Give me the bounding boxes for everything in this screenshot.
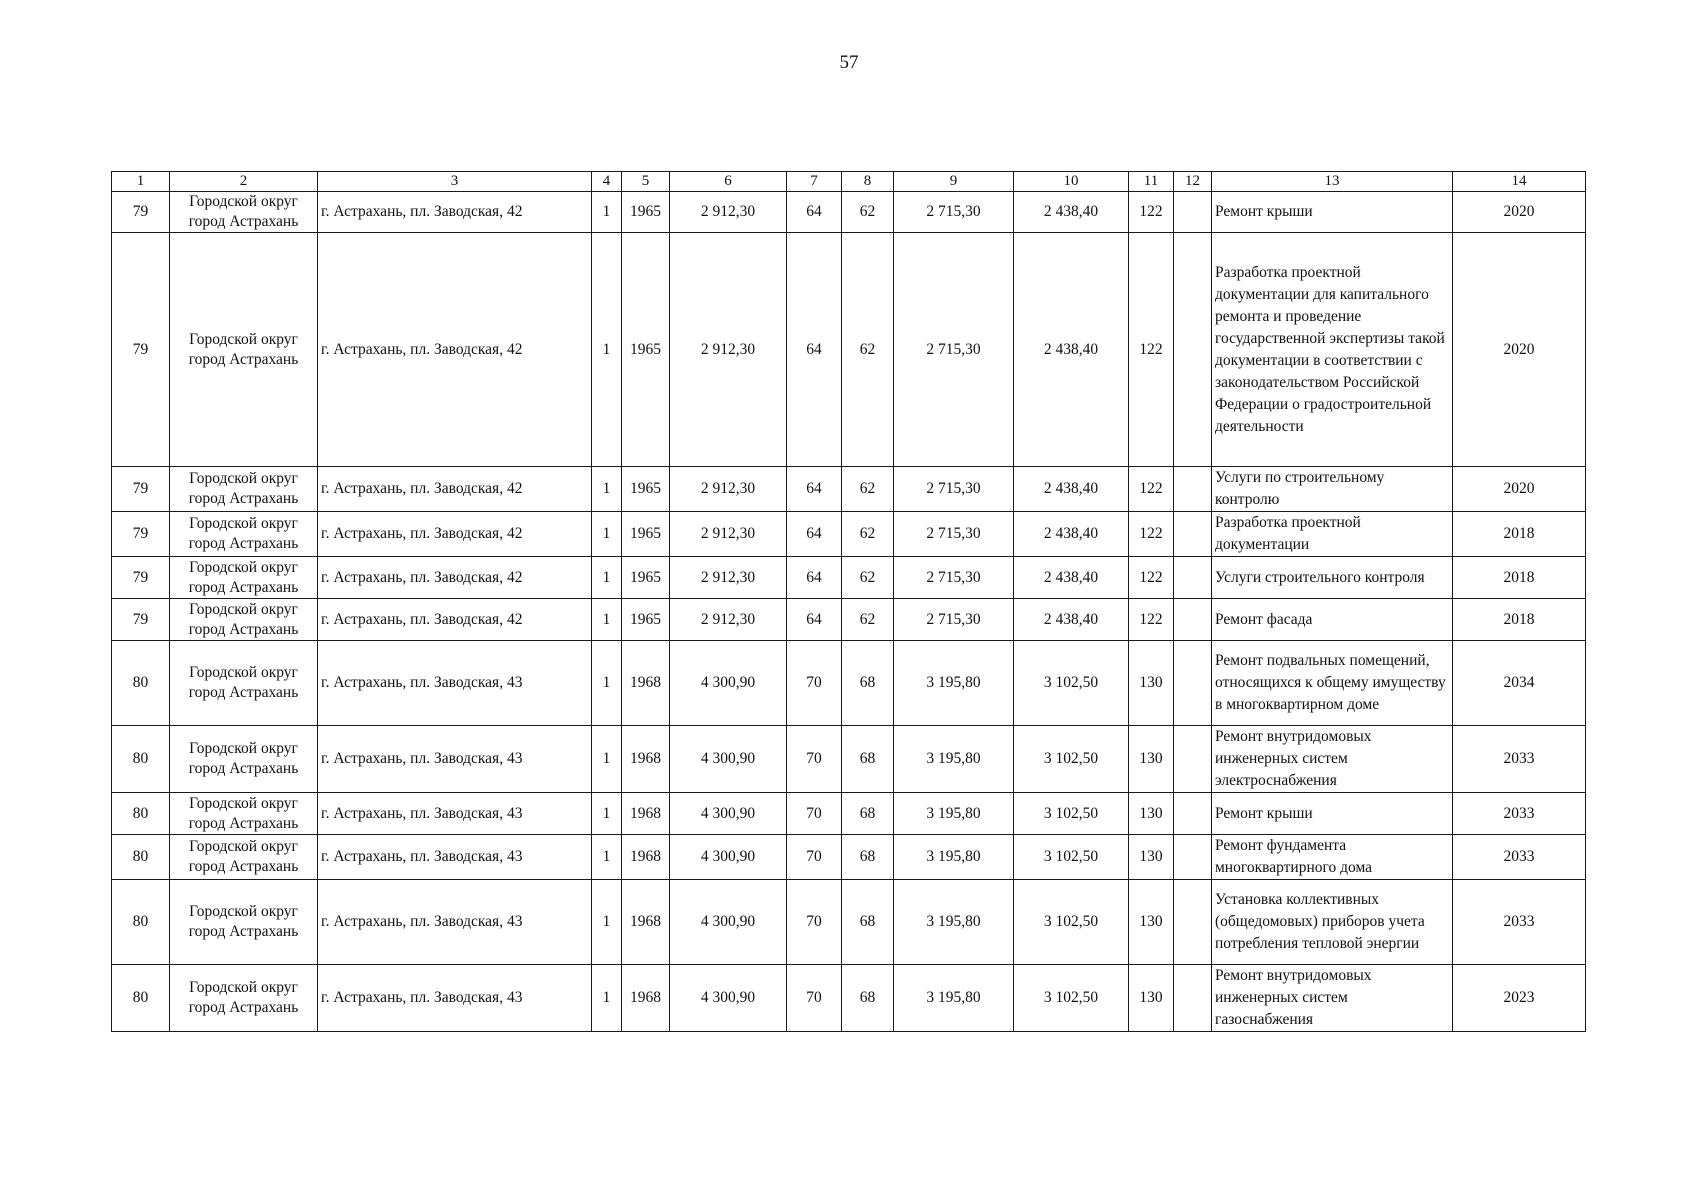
table-cell: 62 (842, 233, 894, 467)
table-row (112, 793, 1586, 835)
municipality-cell: Городской округ город Астрахань (170, 557, 318, 599)
table-cell: 122 (1129, 233, 1174, 467)
table-cell: 122 (1129, 557, 1174, 599)
table-cell: 1 (592, 467, 622, 512)
work-type-cell: Услуги строительного контроля (1212, 557, 1453, 599)
municipality-cell: Городской округ город Астрахань (170, 467, 318, 512)
table-cell: 130 (1129, 793, 1174, 835)
table-cell (1174, 233, 1212, 467)
planned-year-cell: 2018 (1453, 557, 1586, 599)
table-cell: 2 912,30 (670, 599, 787, 641)
row-number-cell: 79 (112, 599, 170, 641)
table-cell: 130 (1129, 880, 1174, 965)
table-cell (1174, 641, 1212, 726)
column-header: 9 (894, 172, 1014, 192)
work-type-cell: Ремонт крыши (1212, 192, 1453, 233)
table-cell (1174, 793, 1212, 835)
table-cell: 2 715,30 (894, 467, 1014, 512)
work-type-cell: Ремонт крыши (1212, 793, 1453, 835)
row-number-cell: 80 (112, 641, 170, 726)
work-type-cell: Ремонт фундамента многоквартирного дома (1212, 835, 1453, 880)
table-cell: 2 715,30 (894, 557, 1014, 599)
table-cell: 2 912,30 (670, 233, 787, 467)
table-cell: 1 (592, 880, 622, 965)
planned-year-cell: 2033 (1453, 835, 1586, 880)
table-cell: 130 (1129, 641, 1174, 726)
table-row (112, 467, 1586, 512)
table-cell: 70 (787, 880, 842, 965)
row-number-cell: 79 (112, 557, 170, 599)
table-row (112, 880, 1586, 965)
year-built-cell: 1965 (622, 599, 670, 641)
municipality-cell: Городской округ город Астрахань (170, 726, 318, 793)
table-cell: 1 (592, 965, 622, 1032)
table-cell: 62 (842, 599, 894, 641)
year-built-cell: 1968 (622, 793, 670, 835)
table-cell: 1 (592, 793, 622, 835)
table-body (112, 192, 1586, 1032)
table-cell: 62 (842, 557, 894, 599)
table-cell: 2 912,30 (670, 557, 787, 599)
table-cell: 2 438,40 (1014, 192, 1129, 233)
column-header: 1 (112, 172, 170, 192)
table-cell (1174, 557, 1212, 599)
address-cell: г. Астрахань, пл. Заводская, 42 (318, 557, 592, 599)
table-cell: 4 300,90 (670, 793, 787, 835)
planned-year-cell: 2034 (1453, 641, 1586, 726)
table-cell: 62 (842, 192, 894, 233)
municipality-cell: Городской округ город Астрахань (170, 835, 318, 880)
address-cell: г. Астрахань, пл. Заводская, 42 (318, 233, 592, 467)
table-cell: 3 195,80 (894, 793, 1014, 835)
table-cell (1174, 835, 1212, 880)
table-row (112, 512, 1586, 557)
column-header: 3 (318, 172, 592, 192)
year-built-cell: 1965 (622, 512, 670, 557)
table-cell: 4 300,90 (670, 641, 787, 726)
table-cell: 3 195,80 (894, 726, 1014, 793)
table-cell: 68 (842, 965, 894, 1032)
row-number-cell: 79 (112, 467, 170, 512)
municipality-cell: Городской округ город Астрахань (170, 793, 318, 835)
address-cell: г. Астрахань, пл. Заводская, 42 (318, 192, 592, 233)
address-cell: г. Астрахань, пл. Заводская, 43 (318, 726, 592, 793)
table-cell: 64 (787, 599, 842, 641)
table-cell: 70 (787, 965, 842, 1032)
table-cell: 3 102,50 (1014, 835, 1129, 880)
table-row (112, 835, 1586, 880)
table-cell: 122 (1129, 512, 1174, 557)
work-type-cell: Ремонт фасада (1212, 599, 1453, 641)
table-cell: 70 (787, 641, 842, 726)
planned-year-cell: 2023 (1453, 965, 1586, 1032)
table-row (112, 233, 1586, 467)
table-cell: 3 195,80 (894, 835, 1014, 880)
column-header: 5 (622, 172, 670, 192)
column-number-row (112, 172, 1586, 192)
address-cell: г. Астрахань, пл. Заводская, 42 (318, 512, 592, 557)
table-cell: 3 102,50 (1014, 641, 1129, 726)
table-cell: 4 300,90 (670, 835, 787, 880)
planned-year-cell: 2020 (1453, 233, 1586, 467)
table-cell: 3 102,50 (1014, 880, 1129, 965)
table-cell: 68 (842, 793, 894, 835)
table-cell (1174, 726, 1212, 793)
table-cell: 2 912,30 (670, 192, 787, 233)
table-cell: 3 102,50 (1014, 726, 1129, 793)
table-row (112, 599, 1586, 641)
table-cell: 3 102,50 (1014, 965, 1129, 1032)
column-header: 8 (842, 172, 894, 192)
table-cell: 3 195,80 (894, 641, 1014, 726)
column-header: 11 (1129, 172, 1174, 192)
row-number-cell: 80 (112, 880, 170, 965)
capital-repair-table (111, 171, 1586, 1032)
work-type-cell: Ремонт подвальных помещений, относящихся к общему имуществу в многоквартирном доме (1212, 641, 1453, 726)
table-cell: 64 (787, 512, 842, 557)
municipality-cell: Городской округ город Астрахань (170, 641, 318, 726)
row-number-cell: 79 (112, 233, 170, 467)
year-built-cell: 1965 (622, 467, 670, 512)
year-built-cell: 1968 (622, 835, 670, 880)
table-cell: 3 102,50 (1014, 793, 1129, 835)
row-number-cell: 80 (112, 726, 170, 793)
table-cell: 122 (1129, 467, 1174, 512)
table-cell: 62 (842, 467, 894, 512)
table-cell: 2 438,40 (1014, 233, 1129, 467)
table-cell: 1 (592, 835, 622, 880)
table-cell: 130 (1129, 835, 1174, 880)
row-number-cell: 80 (112, 835, 170, 880)
table-cell: 62 (842, 512, 894, 557)
table-cell (1174, 965, 1212, 1032)
year-built-cell: 1965 (622, 233, 670, 467)
row-number-cell: 79 (112, 192, 170, 233)
column-header: 10 (1014, 172, 1129, 192)
column-header: 6 (670, 172, 787, 192)
table-cell: 1 (592, 599, 622, 641)
table-cell (1174, 512, 1212, 557)
table-cell (1174, 880, 1212, 965)
table-cell: 122 (1129, 192, 1174, 233)
year-built-cell: 1968 (622, 726, 670, 793)
table-cell: 2 912,30 (670, 467, 787, 512)
year-built-cell: 1968 (622, 641, 670, 726)
table-cell: 122 (1129, 599, 1174, 641)
table-cell: 70 (787, 726, 842, 793)
table-cell: 1 (592, 557, 622, 599)
address-cell: г. Астрахань, пл. Заводская, 42 (318, 599, 592, 641)
table-row (112, 641, 1586, 726)
year-built-cell: 1965 (622, 192, 670, 233)
planned-year-cell: 2033 (1453, 880, 1586, 965)
table-cell: 2 715,30 (894, 599, 1014, 641)
municipality-cell: Городской округ город Астрахань (170, 192, 318, 233)
planned-year-cell: 2033 (1453, 726, 1586, 793)
year-built-cell: 1968 (622, 880, 670, 965)
table-row (112, 726, 1586, 793)
table-cell (1174, 192, 1212, 233)
table-row (112, 965, 1586, 1032)
address-cell: г. Астрахань, пл. Заводская, 42 (318, 467, 592, 512)
work-type-cell: Разработка проектной документации (1212, 512, 1453, 557)
table-cell: 64 (787, 192, 842, 233)
table-cell: 1 (592, 233, 622, 467)
work-type-cell: Установка коллективных (общедомовых) приборов учета потребления тепловой энергии (1212, 880, 1453, 965)
table-cell: 1 (592, 726, 622, 793)
column-header: 14 (1453, 172, 1586, 192)
work-type-cell: Разработка проектной документации для капитального ремонта и проведение государственной экспертизы такой документации в соответствии с законодательством Российской Федерации о градостроительной деятельности (1212, 233, 1453, 467)
table-cell (1174, 467, 1212, 512)
table-cell: 2 715,30 (894, 192, 1014, 233)
table-cell: 64 (787, 233, 842, 467)
planned-year-cell: 2018 (1453, 512, 1586, 557)
column-header: 13 (1212, 172, 1453, 192)
column-header: 12 (1174, 172, 1212, 192)
table-cell: 4 300,90 (670, 965, 787, 1032)
municipality-cell: Городской округ город Астрахань (170, 233, 318, 467)
table-cell: 64 (787, 557, 842, 599)
table-cell: 130 (1129, 726, 1174, 793)
work-type-cell: Ремонт внутридомовых инженерных систем газоснабжения (1212, 965, 1453, 1032)
address-cell: г. Астрахань, пл. Заводская, 43 (318, 641, 592, 726)
row-number-cell: 79 (112, 512, 170, 557)
table-cell: 1 (592, 512, 622, 557)
address-cell: г. Астрахань, пл. Заводская, 43 (318, 793, 592, 835)
municipality-cell: Городской округ город Астрахань (170, 965, 318, 1032)
table-row (112, 192, 1586, 233)
planned-year-cell: 2020 (1453, 192, 1586, 233)
page-number: 57 (839, 52, 859, 73)
table-header (112, 172, 1586, 192)
table-cell: 68 (842, 641, 894, 726)
table-cell (1174, 599, 1212, 641)
address-cell: г. Астрахань, пл. Заводская, 43 (318, 835, 592, 880)
table-cell: 68 (842, 835, 894, 880)
row-number-cell: 80 (112, 965, 170, 1032)
table-cell: 64 (787, 467, 842, 512)
address-cell: г. Астрахань, пл. Заводская, 43 (318, 965, 592, 1032)
table-cell: 3 195,80 (894, 880, 1014, 965)
column-header: 4 (592, 172, 622, 192)
column-header: 2 (170, 172, 318, 192)
work-type-cell: Ремонт внутридомовых инженерных систем электроснабжения (1212, 726, 1453, 793)
table-cell: 4 300,90 (670, 880, 787, 965)
row-number-cell: 80 (112, 793, 170, 835)
municipality-cell: Городской округ город Астрахань (170, 880, 318, 965)
table-cell: 2 715,30 (894, 512, 1014, 557)
table-cell: 1 (592, 641, 622, 726)
address-cell: г. Астрахань, пл. Заводская, 43 (318, 880, 592, 965)
table-cell: 130 (1129, 965, 1174, 1032)
table-cell: 1 (592, 192, 622, 233)
table-cell: 68 (842, 726, 894, 793)
table-cell: 2 438,40 (1014, 467, 1129, 512)
column-header: 7 (787, 172, 842, 192)
planned-year-cell: 2033 (1453, 793, 1586, 835)
table-cell: 70 (787, 793, 842, 835)
table-cell: 2 715,30 (894, 233, 1014, 467)
table-cell: 70 (787, 835, 842, 880)
table-cell: 2 912,30 (670, 512, 787, 557)
year-built-cell: 1965 (622, 557, 670, 599)
table-row (112, 557, 1586, 599)
municipality-cell: Городской округ город Астрахань (170, 512, 318, 557)
table-cell: 2 438,40 (1014, 557, 1129, 599)
work-type-cell: Услуги по строительному контролю (1212, 467, 1453, 512)
table-cell: 68 (842, 880, 894, 965)
planned-year-cell: 2018 (1453, 599, 1586, 641)
table-cell: 3 195,80 (894, 965, 1014, 1032)
municipality-cell: Городской округ город Астрахань (170, 599, 318, 641)
table-cell: 2 438,40 (1014, 512, 1129, 557)
table-cell: 2 438,40 (1014, 599, 1129, 641)
planned-year-cell: 2020 (1453, 467, 1586, 512)
year-built-cell: 1968 (622, 965, 670, 1032)
table-cell: 4 300,90 (670, 726, 787, 793)
